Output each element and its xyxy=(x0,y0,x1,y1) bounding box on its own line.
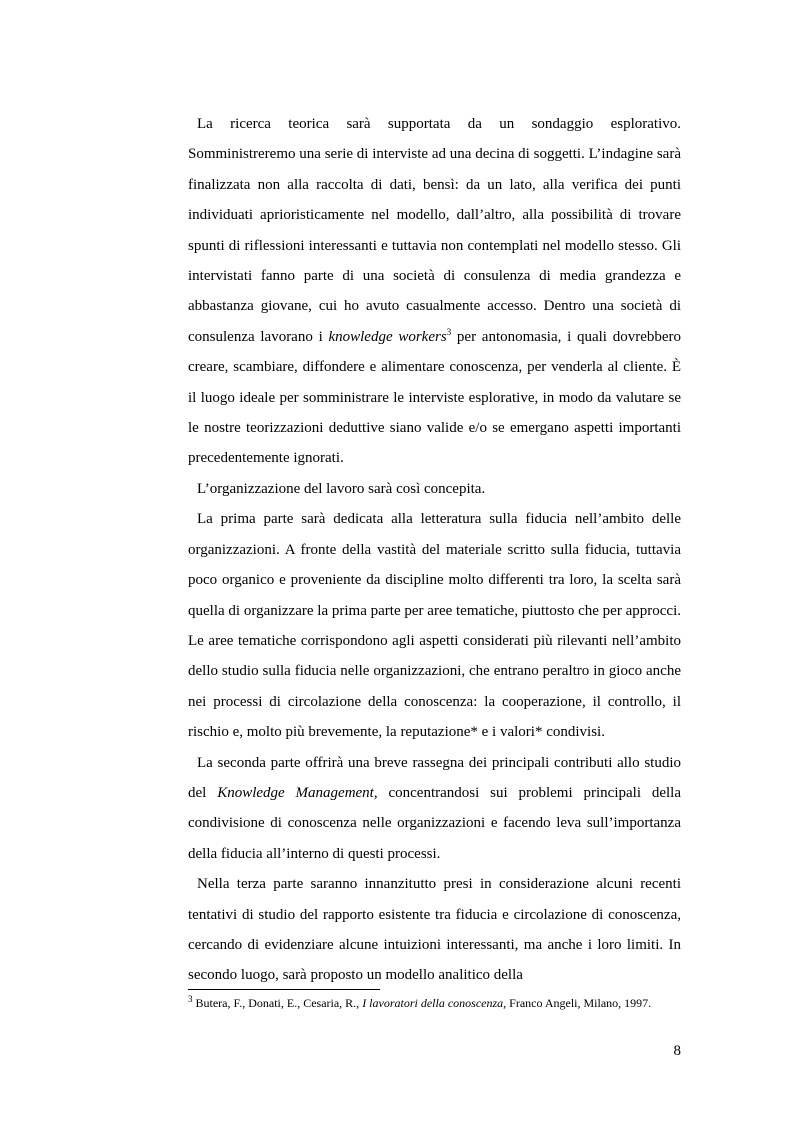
paragraph-organization xyxy=(188,474,681,504)
text-run: La seconda parte offrirà una breve rassegna dei principali contributi allo studio del xyxy=(188,754,681,801)
text-run: Nella terza parte saranno innanzitutto presi in considerazione alcuni recenti tentativi di studio del rapporto esistente tra fiducia e circolazione di conoscenza, cercando di evidenziare alcune intuizioni interessanti, ma anche i loro limiti. In secondo luogo, sarà proposto un modello analitico della xyxy=(188,876,681,984)
italic-term-knowledge-management: Knowledge Management xyxy=(217,784,374,801)
paragraph-third-part xyxy=(188,869,681,991)
text-run: L’organizzazione del lavoro sarà così concepita. xyxy=(197,480,486,497)
footnote-text: , Franco Angeli, Milano, 1997. xyxy=(503,996,652,1010)
body-text xyxy=(188,109,681,991)
footnote-marker: 3 xyxy=(446,326,452,337)
footnote xyxy=(188,995,681,1011)
italic-term-knowledge-workers: knowledge workers xyxy=(328,328,447,345)
text-run: , concentrandosi sui problemi principali della condivisione di conoscenza nelle organizzazioni e facendo leva sull’importanza della fiducia all’interno di questi processi. xyxy=(188,784,681,862)
text-run: La prima parte sarà dedicata alla letteratura sulla fiducia nell’ambito delle organizzazioni. A fronte della vastità del materiale scritto sulla fiducia, tuttavia poco organico e proveniente da discipline molto differenti tra loro, la scelta sarà quella di organizzare la prima parte per aree tematiche, piuttosto che per approcci. Le aree tematiche corrispondono agli aspetti considerati più rilevanti nell’ambito dello studio sulla fiducia nelle organizzazioni, che entrano peraltro in gioco anche nei processi di circolazione della conoscenza: la cooperazione, il controllo, il rischio e, molto più brevemente, la reputazione* e i valori* condivisi. xyxy=(188,511,681,741)
paragraph-second-part xyxy=(188,748,681,870)
footnote-book-title: I lavoratori della conoscenza xyxy=(362,996,504,1010)
footnote-divider xyxy=(188,989,380,990)
text-run: La ricerca teorica sarà supportata da un sondaggio esplorativo. Somministreremo una serie di interviste ad una decina di soggetti. L’indagine sarà finalizzata non alla raccolta di dati, bensì: da un lato, alla verifica dei punti individuati aprioristicamente nel modello, dall’altro, alla possibilità di trovare spunti di riflessioni interessanti e tuttavia non contemplati nel modello stesso. Gli intervistati fanno parte di una società di consulenza di media grandezza e abbastanza giovane, cui ho avuto casualmente accesso. Dentro una società di consulenza lavorano i xyxy=(188,116,681,345)
text-run: per antonomasia, i quali dovrebbero creare, scambiare, diffondere e alimentare conoscenza, per venderla al cliente. È il luogo ideale per somministrare le interviste esplorative, in modo da valutare se le nostre teorizzazioni deduttive siano valide e/o se emergano aspetti importanti precedentemente ignorati. xyxy=(188,328,682,467)
page-number: 8 xyxy=(673,1043,681,1059)
paragraph-intro-research xyxy=(188,109,681,474)
footnote-number: 3 xyxy=(188,994,193,1004)
paragraph-first-part xyxy=(188,504,681,747)
footnote-text: Butera, F., Donati, E., Cesaria, R., xyxy=(192,996,363,1010)
